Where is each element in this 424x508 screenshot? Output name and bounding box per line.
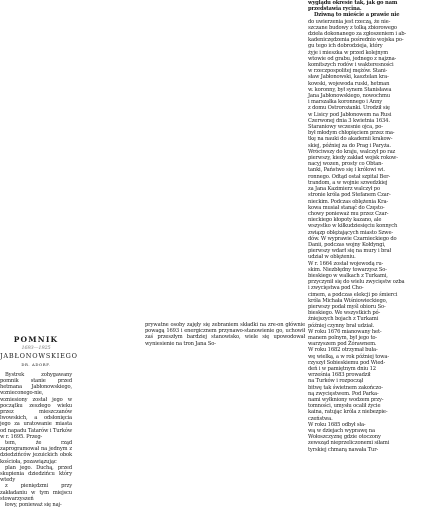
right-column-line: bieskiego. We wszystkich pó- <box>308 310 381 317</box>
right-text-column <box>308 0 422 453</box>
right-column-line: i marszałka koronnego i Anny <box>308 99 383 106</box>
right-column-line: W roku 1682 otrzymał buła- <box>308 347 378 354</box>
right-column-line: W roku 1685 odbył sła- <box>308 421 366 428</box>
right-column-line: w rzeczpospolitej mężów. Stani- <box>308 68 388 75</box>
right-column-line: cimem, a podczas elekcji po śmierci <box>308 291 398 298</box>
article-paragraph: tem, że rząd zaprogramował na jednym z dziedzińców jezuickich obok kościoła, pozawiązując <box>0 440 72 465</box>
right-column-line: nieckiego kłopoty kazano, ale <box>308 217 382 224</box>
right-column-line: bieskiego w walkach z Turkami, <box>308 272 388 279</box>
article-date: 1693—1925 <box>21 345 51 352</box>
right-column-line: w Lisicy pod Jabłonowem na Rusi <box>308 111 392 118</box>
right-column-line: kowa musiał stanąć do Często- <box>308 204 385 211</box>
article-author: DR. ADORF. <box>21 361 51 367</box>
right-column-line: Dziwną to mieście a prawie nie <box>314 12 400 19</box>
right-column-line: kadeniczędzenia pośrednio wojska po- <box>308 37 404 44</box>
right-column-line: Wołoszczyznę gdzie otoczony <box>308 434 381 441</box>
right-column-line: Jana Jabłonowskiego, nowochmu <box>308 93 390 100</box>
right-column-line: Staraniowy wczesnie ojca, po- <box>308 124 383 131</box>
right-column-line: z domu Ostrorożanki. Urodził się <box>308 105 390 112</box>
right-column-line: w. koronny, był synem Stanisława <box>308 86 392 93</box>
right-column-line: bitwę tak świetnem zakończo- <box>308 384 383 391</box>
right-column-line: związp oblężających miasto Szwe- <box>308 229 393 236</box>
right-column-line: kaina, ratując króla z niebezpie- <box>308 409 388 416</box>
right-column-line: skim. Niezbłędny towarzysz So- <box>308 266 387 273</box>
article-paragraph: Bystrek zohygawany pomnik stanie przed hetmana Jabłonowskiego, wznieconego-nie, wzniesiony został jego w początku zeszłego wieku przez mieszczanów lwowskich, a odsłonięcia jego za uratowanie miasta od napadu Tatarów i Turków w r. 1695. Przeg- <box>0 371 72 440</box>
right-column-line: przedstawia rycina. <box>308 6 362 13</box>
right-column-line: warzyszem pod Żórawnem. <box>308 341 377 348</box>
right-column-line: rzyszył Sobieskiemu pod Wied- <box>308 359 386 366</box>
right-column-line: stronie króla pod Stefanem Czar- <box>308 192 391 199</box>
right-column-line: sław Jabłonowski, kasztelan kra- <box>308 74 389 81</box>
right-column-line: W r. 1664 został wojewodą ru- <box>308 260 384 267</box>
article-subject: JABŁONOWSKIEGO <box>0 352 78 361</box>
right-column-line: Danii, podczas wojny Kołdyngi, <box>308 241 386 248</box>
right-column-line: przyczynił się do wielu zwycięstw ozba <box>308 279 405 286</box>
right-column-line: nieckim. Podczas oblężenia Kra- <box>308 198 389 205</box>
right-column-line: czeństwa. <box>308 415 333 422</box>
right-column-line: tanki, Państwo się i królowi wi. <box>308 167 385 174</box>
right-column-line: zewsząd nieprzeliczonemi siłami <box>308 440 390 447</box>
right-column-line: skiej, później za do Prag i Paryża. <box>308 142 391 149</box>
article-title: POMNIK <box>13 335 59 344</box>
right-column-line: trandom, a w wojnie szwedzkiej <box>308 179 388 186</box>
right-column-line: wę wielką, a w rok później towa- <box>308 353 389 360</box>
right-column-line: W roku 1676 mianowany het- <box>308 328 382 335</box>
right-column-line: był młodym chłopięciem przez ma- <box>308 130 395 137</box>
right-column-line: wszystko w kiłkudziesięciu konnych <box>308 223 398 230</box>
right-column-line: wyglądu okresie tak, jak go nam <box>308 0 398 6</box>
right-column-line: dów. W wyprawie Czarnieckiego do <box>308 235 397 242</box>
right-column-line: tkę na nauki do akademii krakow- <box>308 136 393 143</box>
right-column-line: tyrskiej chmarą nawała Tur- <box>308 446 379 453</box>
right-column-line: ronnego. Odtąd ostał szpital Ber- <box>308 173 391 180</box>
article-paragraph: plan jego. Duchą, przed skupienia dziedzińcu który wtedy <box>0 464 72 484</box>
right-column-line: pierwszy wdarł się na mury i brał <box>308 248 391 255</box>
right-column-line: pierwszy, kiedy zakład wojsk rokow- <box>308 155 398 162</box>
right-column-line: szczane budowy z tolką zbiorowego <box>308 24 397 31</box>
right-column-line: kowski, wojewoda ruski, hetman <box>308 80 390 87</box>
right-column-line: ną zwycięstwem. Pod Parka- <box>308 390 379 397</box>
right-column-line: dzieła dokonanego za zgłoszeniem i ab- <box>308 31 407 38</box>
right-column-line: i zwycięstwa pod Cho- <box>308 285 364 292</box>
right-column-line: później czynny brał udział. <box>308 322 374 329</box>
article-paragraph: z pieniędzmi przy zakładaniu w tym miejscu stowarzyszeń <box>0 483 72 502</box>
right-column-line: pierwszy podał myśl obioru So- <box>308 303 386 310</box>
right-column-line: manem polnym, był jego to- <box>308 334 377 341</box>
right-column-line: źniejszych bojach z Turkami <box>308 316 379 323</box>
right-column-line: tomności, umysłu ocalił życie <box>308 403 381 410</box>
middle-text-strip <box>145 322 305 347</box>
middle-strip-text: prywatne osoby zajęły się zebraniem składki na zre-on głównie powagą 1693 i energicznem przynawo-stanowienie go, uchowił zaś przeszłym bardziej stanowisko, wiele się upowodował wyniesienie na tron Jana So- <box>145 322 305 347</box>
right-column-line: na Turków i rozpoczął <box>308 378 364 385</box>
right-column-line: żyje i mieszka w przed kolejnym <box>308 49 389 56</box>
right-column-line: września 1683 prowadził <box>308 372 371 379</box>
right-column-line: Czerwonej dnia 3 kwietnia 1634. <box>308 117 390 124</box>
right-column-line: deń i w pamiętnym dniu 12 <box>308 365 376 372</box>
article-heading <box>0 335 78 368</box>
right-column-line: wą w dziejach wyprawę na <box>308 428 375 435</box>
right-column-line: króla Michała Wiśniowieckiego, <box>308 297 388 304</box>
right-column-line: nami wyłkniony wodzem przy- <box>308 397 384 403</box>
right-column-line: komitszych rodów i wakteresności <box>308 62 394 69</box>
article-paragraph: łowy, ponieważ się naj- <box>5 502 62 508</box>
right-column-line: udział w oblężeniu. <box>308 254 356 261</box>
right-column-line: chowy ponieważ mu przez Czar- <box>308 210 389 217</box>
right-column-line: do uwierzenia jest rzeczą, że nie- <box>308 18 391 25</box>
right-column-line: nacyj wozen, prosty co Obtan- <box>308 161 383 168</box>
left-article-column <box>0 335 78 508</box>
right-column-line: wtowie od grabu, jednego z najzna- <box>308 55 397 62</box>
right-column-line: za Jana Kazimierz walczył po <box>308 186 380 193</box>
right-column-line: gu tego ich dobrodzieja, który <box>308 43 383 50</box>
right-column-line: Wróciwszy do kraju, walczył po raz <box>308 148 396 155</box>
